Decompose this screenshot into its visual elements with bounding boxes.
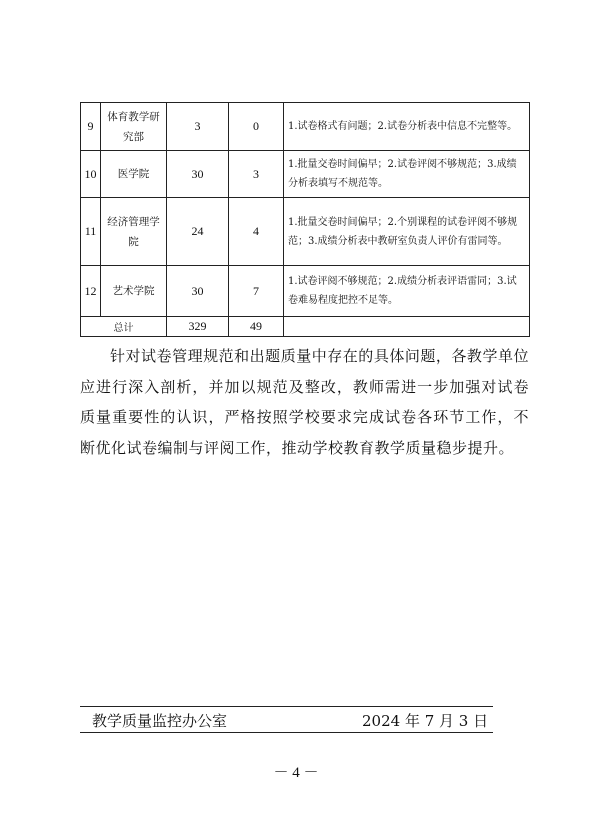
problem-description: 1.试卷格式有问题；2.试卷分析表中信息不完整等。	[284, 103, 530, 151]
row-number: 9	[81, 103, 101, 151]
table-row	[81, 103, 530, 151]
row-number: 10	[81, 151, 101, 198]
empty-cell	[284, 317, 530, 337]
issue-count: 4	[229, 198, 284, 266]
total-label: 总计	[81, 317, 167, 337]
issue-count: 3	[229, 151, 284, 198]
total-count: 30	[167, 151, 229, 198]
inspection-table	[80, 102, 530, 337]
total-count: 30	[167, 266, 229, 317]
total-count: 3	[167, 103, 229, 151]
issue-count: 7	[229, 266, 284, 317]
problem-description: 1.批量交卷时间偏早；2.试卷评阅不够规范；3.成绩分析表填写不规范等。	[284, 151, 530, 198]
table-row	[81, 266, 530, 317]
total-count: 24	[167, 198, 229, 266]
unit-name: 艺术学院	[101, 266, 167, 317]
footer-office: 教学质量监控办公室	[92, 712, 228, 730]
total-row	[81, 317, 530, 337]
row-number: 12	[81, 266, 101, 317]
problem-description: 1.批量交卷时间偏早；2.个别课程的试卷评阅不够规范；3.成绩分析表中教研室负责人评价有雷同等。	[284, 198, 530, 266]
total-sum: 329	[167, 317, 229, 337]
issue-count: 0	[229, 103, 284, 151]
footer-bottom-rule	[80, 732, 493, 733]
unit-name: 体育教学研究部	[101, 103, 167, 151]
body-paragraph: 针对试卷管理规范和出题质量中存在的具体问题，各教学单位应进行深入剖析，并加以规范及整改，教师需进一步加强对试卷质量重要性的认识，严格按照学校要求完成试卷各环节工作，不断优化试卷编制与评阅工作，推动学校教育教学质量稳步提升。	[80, 347, 529, 457]
issue-sum: 49	[229, 317, 284, 337]
unit-name: 医学院	[101, 151, 167, 198]
footer-top-rule	[80, 706, 493, 707]
table-row	[81, 151, 530, 198]
unit-name: 经济管理学院	[101, 198, 167, 266]
problem-description: 1.试卷评阅不够规范；2.成绩分析表评语雷同；3.试卷难易程度把控不足等。	[284, 266, 530, 317]
footer-date: 2024 年 7 月 3 日	[362, 712, 489, 730]
row-number: 11	[81, 198, 101, 266]
table-row	[81, 198, 530, 266]
page-number: － 4 －	[273, 765, 319, 781]
